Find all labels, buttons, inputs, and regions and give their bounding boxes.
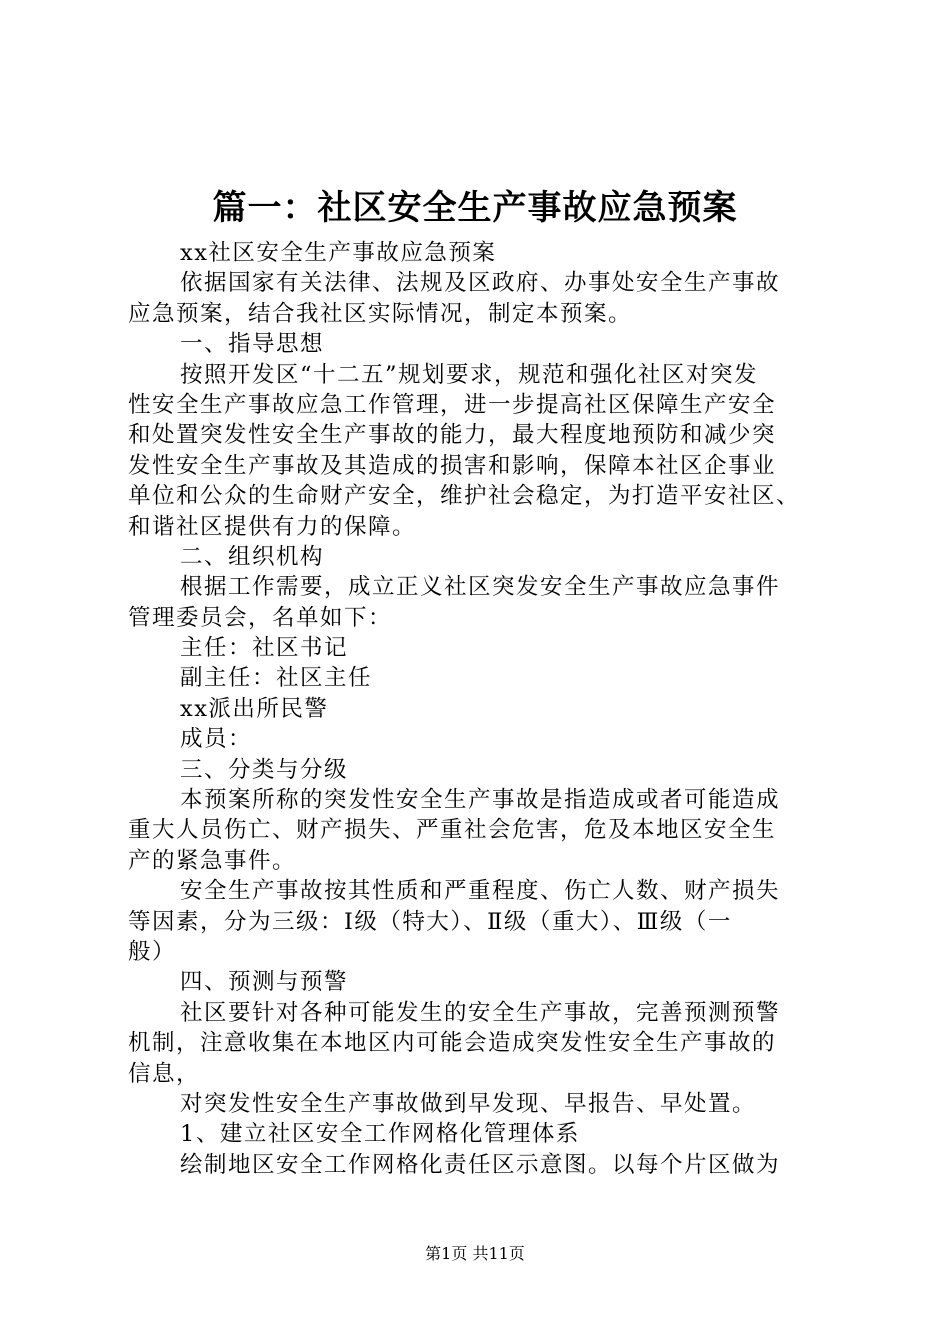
text-line: 等因素，分为三级：Ⅰ级（特大）、Ⅱ级（重大）、Ⅲ级（一 [128, 908, 732, 935]
text-line: 成员： [180, 726, 253, 753]
text-line: 社区要针对各种可能发生的安全生产事故，完善预测预警 [180, 999, 781, 1026]
text-line: 根据工作需要，成立正义社区突发安全生产事故应急事件 [180, 574, 781, 601]
text-line: 依据国家有关法律、法规及区政府、办事处安全生产事故 [180, 270, 781, 297]
text-line: 本预案所称的突发性安全生产事故是指造成或者可能造成 [180, 787, 781, 814]
text-line: 主任：社区书记 [180, 635, 349, 662]
text-line: 信息， [128, 1060, 201, 1087]
text-line: 和处置突发性安全生产事故的能力，最大程度地预防和减少突 [128, 422, 777, 449]
text-line: 般） [128, 938, 177, 965]
text-line: 按照开发区“十二五”规划要求，规范和强化社区对突发 [180, 361, 759, 388]
section-heading: 四、预测与预警 [180, 969, 349, 996]
text-line: 管理委员会，名单如下： [128, 604, 393, 631]
document-body [128, 238, 832, 1180]
page-footer: 第1页 共11页 [425, 1244, 525, 1263]
text-line: 发性安全生产事故及其造成的损害和影响，保障本社区企事业 [128, 452, 777, 479]
text-line: 应急预案，结合我社区实际情况，制定本预案。 [128, 300, 633, 327]
text-line: 绘制地区安全工作网格化责任区示意图。以每个片区做为 [180, 1151, 781, 1178]
text-line: xx派出所民警 [180, 695, 329, 722]
text-line: 重大人员伤亡、财产损失、严重社会危害，危及本地区安全生 [128, 817, 777, 844]
section-heading: 三、分类与分级 [180, 756, 349, 783]
text-line: 安全生产事故按其性质和严重程度、伤亡人数、财产损失 [180, 878, 781, 905]
subsection-heading: 1、建立社区安全工作网格化管理体系 [180, 1121, 580, 1148]
text-line: 产的紧急事件。 [128, 847, 297, 874]
section-heading: 二、组织机构 [180, 543, 325, 570]
text-line: 对突发性安全生产事故做到早发现、早报告、早处置。 [180, 1090, 757, 1117]
section-heading: 一、指导思想 [180, 331, 325, 358]
text-line: 机制，注意收集在本地区内可能会造成突发性安全生产事故的 [128, 1030, 777, 1057]
document-title: 篇一：社区安全生产事故应急预案 [212, 188, 738, 228]
text-line: 副主任：社区主任 [180, 665, 373, 692]
text-line: 性安全生产事故应急工作管理，进一步提高社区保障生产安全 [128, 391, 777, 418]
text-line: xx社区安全生产事故应急预案 [180, 240, 497, 266]
text-line: 单位和公众的生命财产安全，维护社会稳定，为打造平安社区、 [128, 483, 801, 510]
text-line: 和谐社区提供有力的保障。 [128, 513, 417, 540]
